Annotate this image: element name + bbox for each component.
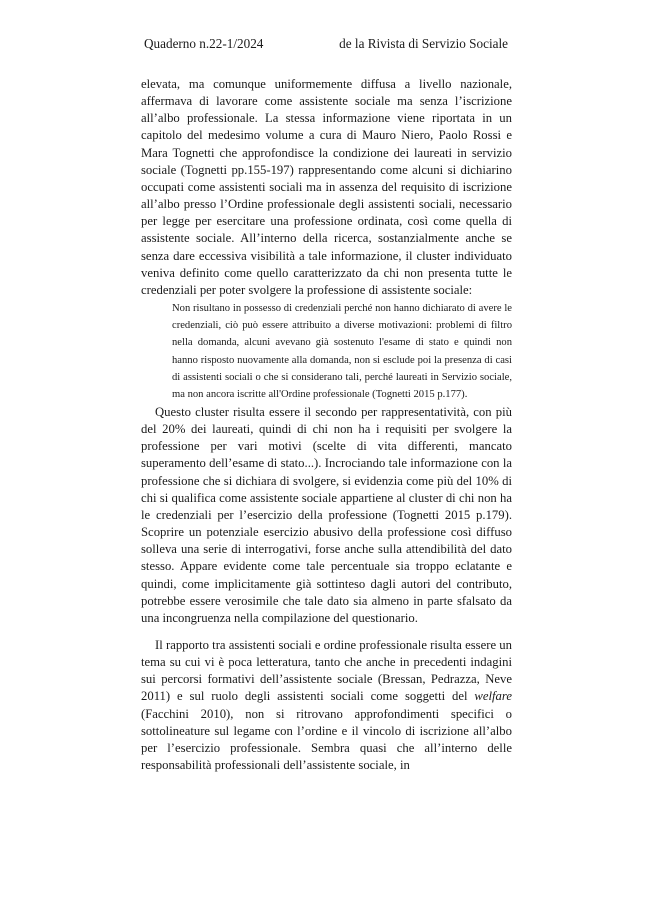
paragraph-cluster: Questo cluster risulta essere il secondo per rappresentatività, con più del 20% dei laureati, quindi di chi non ha i requisiti per svolgere la professione per vari motivi (scelte di vita differenti, mancato superamento dell’esame di stato...). Incrociando tale informazione con la professione che si dichiara di svolgere, si evidenzia come più del 10% di chi si qualifica come assistente sociale appartiene al cluster di chi non ha le credenziali per l’esercizio della professione (Tognetti 2015 p.179). Scoprire un potenziale esercizio abusivo della professione così diffuso solleva una serie di interrogativi, forse anche sulla attendibilità del dato stesso. Appare evidente come tale percentuale sia troppo eclatante e quindi, come implicitamente già sottinteso dagli autori del contributo, potrebbe essere verosimile che tale dato sia almeno in parte sfalsato da una incongruenza nella compilazione del questionario.: [141, 404, 512, 625]
running-header: [144, 36, 508, 56]
paragraph-continued: elevata, ma comunque uniformemente diffusa a livello nazionale, affermava di lavorare come assistente sociale ma senza l’iscrizione all’albo professionale. La stessa informazione viene riportata in un capitolo del medesimo volume a cura di Mauro Niero, Paolo Rossi e Mara Tognetti che approfondisce la condizione dei laureati in servizio sociale (Tognetti pp.155-197) rappresentando come alcuni si dichiarino occupati come assistenti sociali ma in assenza del requisito di iscrizione all’albo presso l’Ordine professionale degli assistenti sociali, necessario per legge per esercitare una professione ordinata, così come quella di assistente sociale. All’interno della ricerca, sostanzialmente anche se senza dare eccessiva visibilità a tale informazione, il cluster individuato veniva definito come quello caratterizzato da chi non presenta tutte le credenziali per poter svolgere la professione di assistente sociale:: [141, 77, 512, 297]
paragraph-text: Il rapporto tra assistenti sociali e ordine professionale risulta essere un tema su cui vi è poca letteratura, tanto che anche in precedenti indagini sui percorsi formativi dell’assistente sociale (Bressan, Pedrazza, Neve 2011) e sul ruolo degli assistenti sociali come soggetti del: [141, 638, 512, 704]
italic-term: welfare: [474, 689, 512, 704]
paragraph-ordine: [141, 637, 512, 774]
block-quote: Non risultano in possesso di credenziali perché non hanno dichiarato di avere le credenziali, ciò può essere attribuito a diverse motivazioni: problemi di filtro nella domanda, alcuni avevano già sostenuto l'esame di stato e quindi non hanno risposto nuovamente alla domanda, non si esclude poi la presenza di casi di assistenti sociali o che si considerano tali, perché laureati in Servizio sociale, ma non ancora iscritte all'Ordine professionale (Tognetti 2015 p.177).: [172, 303, 512, 400]
journal-title: de la Rivista di Servizio Sociale: [339, 36, 508, 51]
journal-issue: Quaderno n.22-1/2024: [144, 36, 264, 51]
paragraph-text: (Facchini 2010), non si ritrovano approfondimenti specifici o sottolineature sul legame con l’ordine e il vincolo di iscrizione all’albo per l’esercizio professionale. Sembra quasi che all’interno delle responsabilità professionali dell’assistente sociale, in: [141, 706, 512, 773]
page-body: [141, 76, 512, 774]
